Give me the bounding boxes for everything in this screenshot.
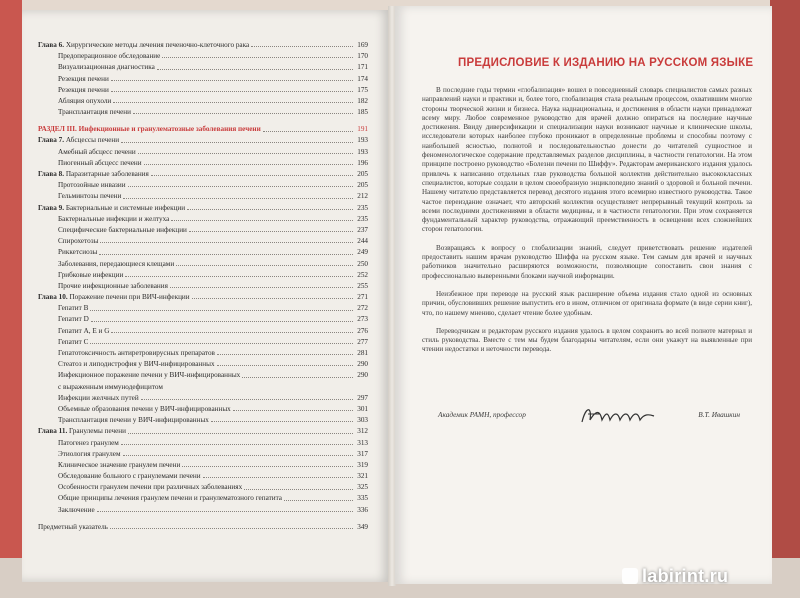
toc-section-row	[38, 122, 368, 133]
toc-entry-title: Глава 11. Гранулемы печени	[38, 427, 126, 436]
toc-leader-dots	[187, 208, 353, 210]
toc-leader-dots	[110, 527, 353, 529]
toc-subentry-row	[38, 72, 368, 83]
signature-role: Академик РАМН, профессор	[438, 410, 526, 419]
toc-entry-title: Объемные образования печени у ВИЧ-инфицированных	[38, 406, 233, 413]
toc-subentry-row	[38, 189, 368, 200]
toc-leader-dots	[171, 219, 353, 221]
toc-leader-dots	[90, 342, 353, 344]
toc-entry-title: Гепатит D	[38, 316, 91, 323]
toc-subentry-row	[38, 234, 368, 245]
toc-entry-title: Спирохетозы	[38, 238, 100, 245]
toc-entry-title: Гельминтозы печени	[38, 193, 123, 200]
toc-subentry-row	[38, 212, 368, 223]
toc-entry-title: Амебный абсцесс печени	[38, 149, 138, 156]
toc-entry-title: Глава 10. Поражение печени при ВИЧ-инфекции	[38, 293, 190, 302]
toc-leader-dots	[97, 510, 354, 512]
toc-page-number: 290	[357, 360, 368, 369]
watermark-text: labirint.ru	[642, 566, 729, 586]
toc-page-number: 250	[357, 259, 368, 268]
preface-title: ПРЕДИСЛОВИЕ К ИЗДАНИЮ НА РУССКОМ ЯЗЫКЕ	[458, 57, 754, 69]
toc-entry-title: Особенности гранулем печени при различных заболеваниях	[38, 484, 244, 491]
toc-leader-dots	[91, 320, 353, 322]
toc-leader-dots	[170, 286, 353, 288]
toc-leader-dots	[211, 420, 353, 422]
toc-leader-dots	[100, 241, 353, 243]
toc-entry-title: Визуализационная диагностика	[38, 64, 157, 71]
toc-subentry-row	[38, 436, 368, 447]
toc-leader-dots	[217, 364, 354, 366]
toc-subentry-row	[38, 105, 368, 116]
toc-subentry-row	[38, 480, 368, 491]
toc-chapter-row	[38, 290, 368, 301]
toc-subentry-row	[38, 324, 368, 335]
toc-entry-title: Клиническое значение гранулем печени	[38, 462, 182, 469]
chapter-number: Глава 11.	[38, 427, 68, 436]
toc-page-number: 335	[357, 494, 368, 503]
toc-subentry-row	[38, 458, 368, 469]
toc-leader-dots	[157, 68, 353, 70]
toc-page-number: 169	[357, 40, 368, 49]
toc-leader-dots	[251, 45, 353, 47]
toc-page-number: 273	[357, 315, 368, 324]
toc-entry-title: Предметный указатель	[38, 522, 108, 531]
toc-page-number: 303	[357, 416, 368, 425]
toc-page-number: 252	[357, 270, 368, 279]
toc-page-number: 276	[357, 326, 368, 335]
toc-leader-dots	[141, 398, 354, 400]
toc-chapter-row	[38, 167, 368, 178]
toc-entry-title: Инфекции желчных путей	[38, 395, 141, 402]
toc-page-number: 321	[357, 472, 368, 481]
chapter-number: Глава 9.	[38, 203, 65, 212]
toc-entry-title: Трансплантация печени у ВИЧ-инфицированных	[38, 417, 211, 424]
toc-chapter-row	[38, 520, 368, 531]
toc-page-number: 235	[357, 214, 368, 223]
toc-page-number: 212	[357, 192, 368, 201]
toc-leader-dots	[233, 409, 353, 411]
toc-page-number: 312	[357, 427, 368, 436]
toc-leader-dots	[138, 152, 354, 154]
toc-subentry-row	[38, 223, 368, 234]
toc-subentry-row	[38, 94, 368, 105]
preface-paragraph: Переводчикам и редакторам русского издания удалось в целом сохранить во всей полноте материал и стиль руководства. Вместе с тем мы будем благодарны читателям, если они укажут на выявленные при чтении недостатки и неточности перевода.	[422, 326, 752, 354]
toc-page-number: 196	[357, 158, 368, 167]
toc-leader-dots	[182, 465, 353, 467]
toc-chapter-row	[38, 201, 368, 212]
toc-page-number: 255	[357, 281, 368, 290]
toc-leader-dots	[128, 432, 353, 434]
toc-page-number: 297	[357, 393, 368, 402]
toc-leader-dots	[144, 163, 354, 165]
labirint-logo-icon	[622, 568, 638, 584]
toc-subentry-row	[38, 447, 368, 458]
toc-subentry-row	[38, 503, 368, 514]
toc-subentry-row	[38, 469, 368, 480]
toc-leader-dots	[192, 297, 354, 299]
toc-subentry-row	[38, 145, 368, 156]
toc-entry-title: Глава 8. Паразитарные заболевания	[38, 170, 149, 179]
toc-page-number: 271	[357, 293, 368, 302]
toc-subentry-row	[38, 178, 368, 189]
toc-page-number: 235	[357, 203, 368, 212]
toc-subentry-row	[38, 257, 368, 268]
toc-page-number: 205	[357, 181, 368, 190]
toc-leader-dots	[151, 174, 353, 176]
toc-leader-dots	[128, 185, 354, 187]
watermark	[622, 566, 728, 587]
toc-entry-title: Протозойные инвазии	[38, 182, 128, 189]
toc-page-number: 205	[357, 170, 368, 179]
toc-leader-dots	[242, 376, 353, 378]
toc-subentry-row	[38, 391, 368, 402]
toc-page-number: 281	[357, 349, 368, 358]
toc-leader-dots	[284, 499, 353, 501]
preface-paragraph: В последние годы термин «глобализация» вошел в повседневный словарь специалистов самых разных направлений науки и практики и, более того, глобализация стала реальным процессом, охватившим многие стороны творческой жизни и бизнеса. Наука наднациональна, и достижения в области науки принадлежат всему миру. Любое современное руководство для врачей должно опираться на последние научные достижения. Ввиду диверсификации и специализации науки возникают научные и клинические школы, исследователи которых наиболее глубоко проникают в определенные проблемы и способны поэтому с наибольшей ясностью, полнотой и последовательностью донести до читателей сущностное и феноменологическое содержание представляемых разделов дисциплины, в частности гепатологии. На этом принципе построено руководство «Болезни печени по Шиффу». Редакторам американского издания удалось привлечь к написанию отдельных глав руководства большой коллектив действительно высококлассных специалистов, которые создали в целом своеобразную энциклопедию знаний о здоровой и больной печени. Нашему читателю представляется перевод десятого издания этого всемирно известного руководства. Такое частое переиздание означает, что авторский коллектив осуществляет непрерывный текущий контроль за всеми последними достижениями в области медицины, и в частности гепатологии. При этом сохраняется фундаментальный характер руководства, отражающий преемственность в освещении всех сложнейших сторон гепатологии.	[422, 86, 752, 234]
toc-page-number: 272	[357, 304, 368, 313]
toc-subentry-row	[38, 346, 368, 357]
toc-entry-title: Глава 6. Хирургические методы лечения печеночно-клеточного рака	[38, 40, 250, 49]
toc-entry-title: Обследование больного с гранулемами печени	[38, 473, 203, 480]
toc-entry-title: Прочие инфекционные заболевания	[38, 283, 170, 290]
toc-page-number: 325	[357, 483, 368, 492]
toc-leader-dots	[90, 309, 353, 311]
toc-subentry-row	[38, 60, 368, 71]
toc-entry-title: Абляция опухоли	[38, 98, 113, 105]
table-of-contents	[38, 38, 368, 531]
toc-entry-title: Грибковые инфекции	[38, 272, 125, 279]
toc-page-number: 277	[357, 337, 368, 346]
toc-page-number: 244	[357, 237, 368, 246]
toc-entry-title: Резекция печени	[38, 87, 111, 94]
toc-leader-dots	[189, 230, 353, 232]
toc-leader-dots	[111, 331, 353, 333]
toc-entry-title: Специфические бактериальные инфекции	[38, 227, 189, 234]
toc-entry-title: Гепатит C	[38, 339, 90, 346]
toc-leader-dots	[123, 197, 353, 199]
toc-page-number: 317	[357, 449, 368, 458]
preface-paragraph: Возвращаясь к вопросу о глобализации знаний, следует приветствовать решение издателей предоставить нашим врачам руководство Шиффа на русском языке. Тем самым для врачей и научных работников значительно расширяются возможности, позволяющие сопоставить свои знания с профессионально выверенными блоками научной информации.	[422, 243, 752, 280]
toc-leader-dots	[121, 443, 353, 445]
toc-subentry-row	[38, 83, 368, 94]
toc-page-number: 185	[357, 108, 368, 117]
toc-subentry-row	[38, 357, 368, 368]
toc-leader-dots	[176, 264, 353, 266]
toc-page-number: 175	[357, 85, 368, 94]
toc-page-number: 191	[357, 125, 368, 134]
preface-paragraph: Неизбежное при переводе на русский язык расширение объема издания стало одной из основных причин, обусловивших решение выпустить его в ином, отличном от оригинала формате (в виде серии книг), что, по нашему мнению, сделает чтение более удобным.	[422, 289, 752, 317]
toc-leader-dots	[263, 130, 354, 132]
toc-leader-dots	[99, 253, 353, 255]
toc-subentry-row	[38, 413, 368, 424]
toc-entry-title: Трансплантация печени	[38, 109, 133, 116]
toc-page-number: 349	[357, 522, 368, 531]
toc-entry-title: Заболевания, передающиеся клещами	[38, 261, 176, 268]
toc-entry-title: Пиогенный абсцесс печени	[38, 160, 144, 167]
toc-entry-title: Гепатит B	[38, 305, 90, 312]
toc-leader-dots	[125, 275, 353, 277]
toc-page-number: 171	[357, 63, 368, 72]
toc-entry-title: Общие принципы лечения гранулем печени и гранулематозного гепатита	[38, 495, 284, 502]
toc-page-number: 319	[357, 460, 368, 469]
toc-leader-dots	[121, 141, 353, 143]
chapter-number: Глава 6.	[38, 40, 65, 49]
toc-page-number: 174	[357, 74, 368, 83]
toc-leader-dots	[133, 112, 353, 114]
toc-subentry-row	[38, 368, 368, 379]
toc-entry-title: Патогенез гранулем	[38, 440, 121, 447]
toc-subentry-row	[38, 313, 368, 324]
book-cover-right-edge	[770, 0, 800, 598]
toc-page-number: 336	[357, 505, 368, 514]
toc-entry-title: Этиология гранулем	[38, 451, 123, 458]
toc-entry-title: Глава 9. Бактериальные и системные инфекции	[38, 203, 186, 212]
toc-page-number: 301	[357, 404, 368, 413]
toc-leader-dots	[162, 56, 353, 58]
toc-entry-title: РАЗДЕЛ III. Инфекционные и гранулематозные заболевания печени	[38, 125, 261, 134]
toc-subentry-row	[38, 268, 368, 279]
toc-chapter-row	[38, 424, 368, 435]
toc-entry-title: Стеатоз и липодистрофия у ВИЧ-инфицированных	[38, 361, 217, 368]
toc-leader-dots	[203, 476, 354, 478]
toc-page-number: 182	[357, 96, 368, 105]
toc-subentry-row	[38, 492, 368, 503]
toc-leader-dots	[123, 454, 354, 456]
toc-subentry-row	[38, 335, 368, 346]
toc-entry-title: Гепатит A, E и G	[38, 328, 111, 335]
toc-entry-title: Инфекционное поражение печени у ВИЧ-инфицированных	[38, 372, 242, 379]
toc-leader-dots	[244, 488, 353, 490]
toc-page-number: 313	[357, 438, 368, 447]
toc-chapter-row	[38, 134, 368, 145]
signature-name: В.Т. Ивашкин	[698, 410, 740, 419]
toc-page-number: 237	[357, 225, 368, 234]
toc-chapter-row	[38, 38, 368, 49]
toc-page-number: 170	[357, 52, 368, 61]
toc-entry-title: Резекция печени	[38, 76, 111, 83]
toc-entry-title: Заключение	[38, 507, 97, 514]
toc-subentry-row	[38, 49, 368, 60]
toc-subentry-row	[38, 279, 368, 290]
preface-body	[422, 86, 752, 364]
toc-page-number: 249	[357, 248, 368, 257]
toc-page-number: 193	[357, 147, 368, 156]
toc-page-number: 193	[357, 136, 368, 145]
toc-leader-dots	[111, 79, 353, 81]
chapter-number: Глава 7.	[38, 136, 65, 145]
toc-leader-dots	[113, 101, 353, 103]
toc-entry-title: Предоперационное обследование	[38, 53, 162, 60]
toc-entry-title: Бактериальные инфекции и желтуха	[38, 216, 171, 223]
toc-entry-title: с выраженным иммунодефицитом	[38, 384, 165, 391]
toc-entry-title: Риккетсиозы	[38, 249, 99, 256]
chapter-number: Глава 8.	[38, 170, 65, 179]
toc-subentry-row	[38, 245, 368, 256]
handwritten-signature	[578, 402, 658, 428]
toc-subentry-row	[38, 380, 368, 391]
toc-entry-title: Гепатотоксичность антиретровирусных препаратов	[38, 350, 217, 357]
book-cover-left-edge	[0, 0, 22, 598]
toc-leader-dots	[217, 353, 353, 355]
toc-subentry-row	[38, 156, 368, 167]
toc-subentry-row	[38, 301, 368, 312]
chapter-number: Глава 10.	[38, 293, 68, 302]
toc-page-number: 290	[357, 371, 368, 380]
toc-leader-dots	[111, 90, 353, 92]
toc-subentry-row	[38, 402, 368, 413]
toc-entry-title: Глава 7. Абсцессы печени	[38, 136, 120, 145]
